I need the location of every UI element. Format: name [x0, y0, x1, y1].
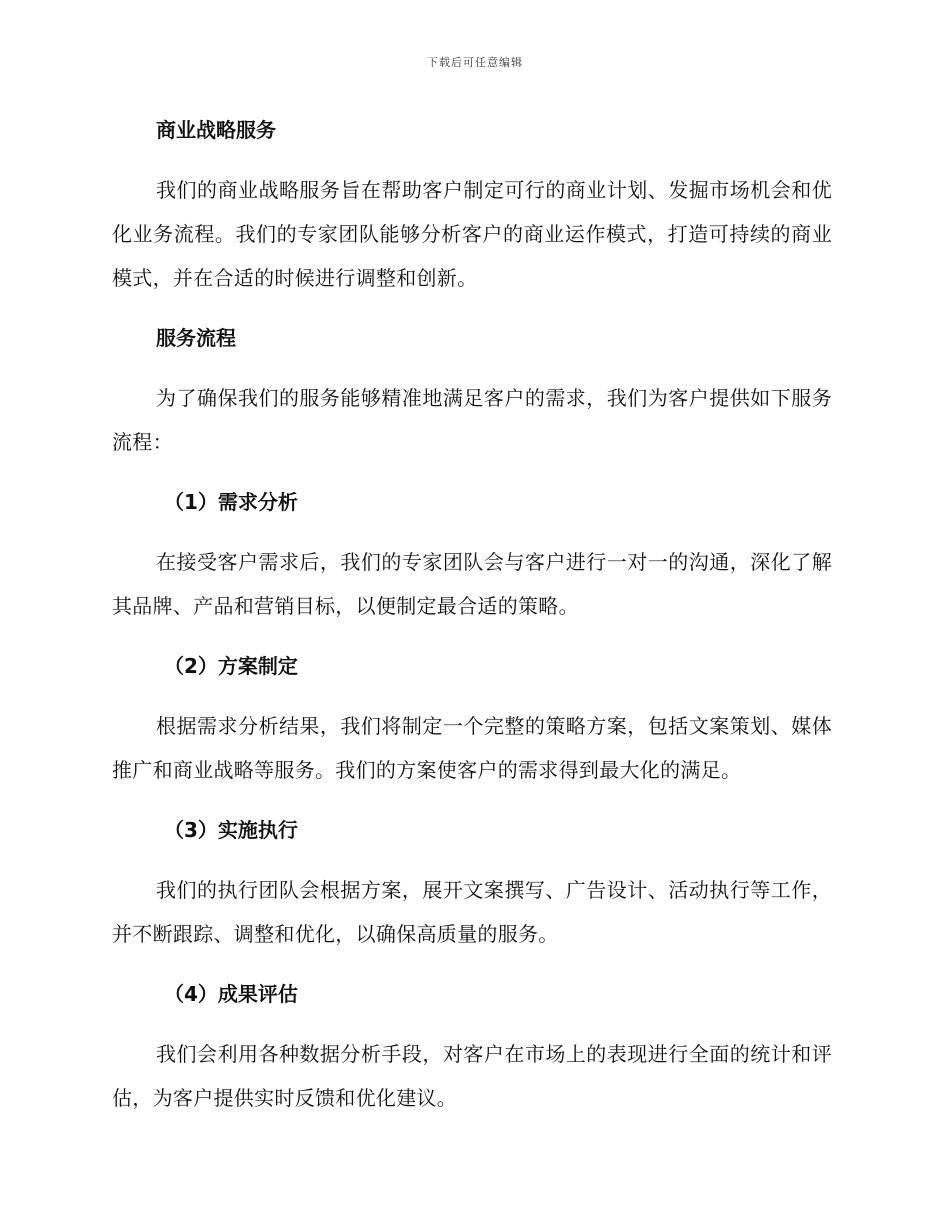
step-title-3: （3）实施执行	[164, 818, 298, 842]
step-paragraph-2: 根据需求分析结果，我们将制定一个完整的策略方案，包括文案策划、媒体推广和商业战略等服务。我们的方案使客户的需求得到最大化的满足。	[112, 714, 832, 782]
step-title-4: （4）成果评估	[164, 982, 298, 1006]
paragraph-service-process: 为了确保我们的服务能够精准地满足客户的需求，我们为客户提供如下服务流程：	[112, 386, 832, 454]
header-note: 下载后可任意编辑	[427, 56, 523, 69]
document-body	[112, 110, 832, 1138]
step-paragraph-4: 我们会利用各种数据分析手段，对客户在市场上的表现进行全面的统计和评估，为客户提供实时反馈和优化建议。	[112, 1042, 832, 1110]
step-paragraph-3: 我们的执行团队会根据方案，展开文案撰写、广告设计、活动执行等工作，并不断跟踪、调整和优化，以确保高质量的服务。	[112, 878, 832, 946]
step-paragraph-1: 在接受客户需求后，我们的专家团队会与客户进行一对一的沟通，深化了解其品牌、产品和营销目标，以便制定最合适的策略。	[112, 550, 832, 618]
step-title-2: （2）方案制定	[164, 654, 298, 678]
step-title-1: （1）需求分析	[164, 490, 298, 514]
section-title-business-strategy: 商业战略服务	[156, 118, 276, 142]
paragraph-business-strategy: 我们的商业战略服务旨在帮助客户制定可行的商业计划、发掘市场机会和优化业务流程。我们的专家团队能够分析客户的商业运作模式，打造可持续的商业模式，并在合适的时候进行调整和创新。	[112, 178, 832, 290]
section-title-service-process: 服务流程	[156, 326, 236, 350]
